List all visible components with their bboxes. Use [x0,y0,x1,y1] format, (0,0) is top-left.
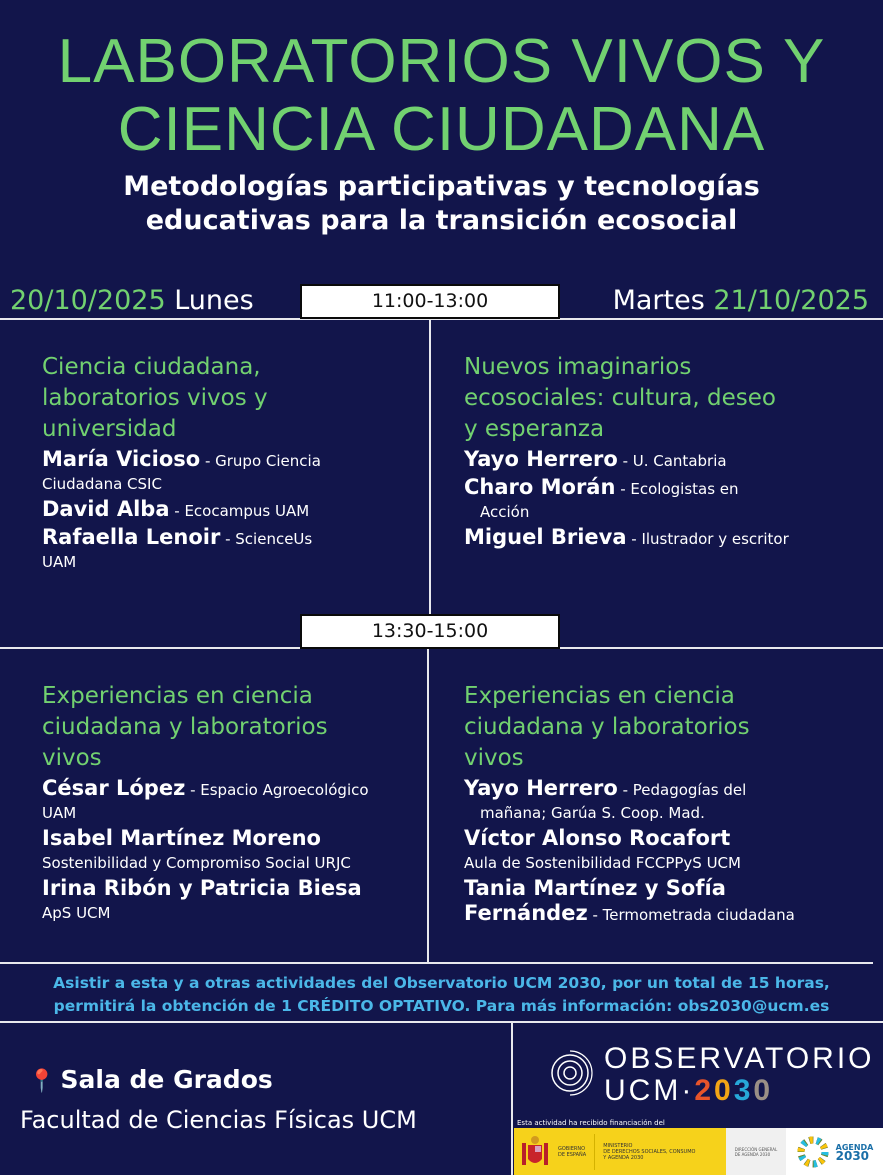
agenda-2030-label: AGENDA 2030 [835,1142,874,1163]
event-title-line2: CIENCIA CIUDADANA [117,95,766,164]
speaker: Miguel Brieva - Ilustrador y escritor [464,525,789,549]
speaker: César López - Espacio Agroecológico UAM [42,776,369,822]
divider-credit-top [0,962,873,964]
speaker: Yayo Herrero - Pedagogías del mañana; Garúa S. Coop. Mad. [464,776,747,822]
time-badge-slot1: 11:00-13:00 [300,284,560,319]
time-badge-slot2: 13:30-15:00 [300,614,560,649]
session-tuesday-afternoon [464,681,864,927]
credit-info: Asistir a esta y a otras actividades del Observatorio UCM 2030, por un total de 15 horas, permitirá la obtención de 1 CRÉDITO OPTATIVO. Para más información: obs2030@ucm.es [53,974,830,1015]
ucm-2030-label: UCM·2030 [604,1074,774,1107]
speaker: Rafaella Lenoir - ScienceUs UAM [42,525,313,571]
coat-of-arms-icon [520,1133,550,1171]
session-tuesday-morning [464,352,864,551]
speaker: Víctor Alonso Rocafort Aula de Sostenibilidad FCCPPyS UCM [464,826,741,872]
agenda-2030-logo [786,1128,883,1175]
speaker: Yayo Herrero - U. Cantabria [464,447,727,471]
direccion-general-logo: DIRECCIÓN GENERAL DE AGENDA 2030 [726,1128,786,1175]
divider-footer [511,1021,513,1175]
gobierno-espana-logo [514,1128,726,1175]
speaker: Tania Martínez y Sofía Fernández - Termometrada ciudadana [464,876,795,925]
day-left-date: 20/10/2025 [10,285,166,316]
event-subtitle-line1: Metodologías participativas y tecnologías [123,171,760,202]
day-left-weekday: Lunes [174,285,254,316]
session-title: Nuevos imaginarios ecosociales: cultura, deseo y esperanza [464,354,776,442]
session-monday-afternoon [42,681,422,924]
event-title-line1: LABORATORIOS VIVOS Y [57,27,826,96]
speaker: Isabel Martínez Moreno Sostenibilidad y Compromiso Social URJC [42,826,351,872]
logo-separator [594,1134,595,1170]
observatorio-label: OBSERVATORIO [604,1042,875,1075]
ministerio-label: MINISTERIO DE DERECHOS SOCIALES, CONSUMO Y AGENDA 2030 [603,1142,696,1161]
divider-credit-bottom [0,1021,883,1023]
divider-v-slot1 [429,318,431,614]
divider-v-slot2 [427,647,429,962]
speaker: Irina Ribón y Patricia Biesa ApS UCM [42,876,362,922]
day-right-weekday: Martes [612,285,705,316]
speaker: María Vicioso - Grupo Ciencia Ciudadana CSIC [42,447,321,493]
concentric-rings-icon [548,1047,604,1103]
gobierno-label: GOBIERNO DE ESPAÑA [558,1145,587,1158]
funding-note: Esta actividad ha recibido financiación del [517,1119,665,1127]
venue-room: 📍 Sala de Grados [28,1065,273,1094]
session-title: Ciencia ciudadana, laboratorios vivos y universidad [42,354,268,442]
day-right-date: 21/10/2025 [713,285,869,316]
funding-logos [514,1128,883,1175]
venue-faculty: Facultad de Ciencias Físicas UCM [20,1106,417,1134]
day-left [10,285,254,317]
session-title: Experiencias en ciencia ciudadana y laboratorios vivos [464,683,750,771]
speaker: Charo Morán - Ecologistas en Acción [464,475,739,521]
speaker: David Alba - Ecocampus UAM [42,497,310,521]
event-subtitle-line2: educativas para la transición ecosocial [145,205,738,236]
day-right [613,285,869,317]
session-monday-morning [42,352,422,573]
map-pin-icon: 📍 [28,1069,56,1094]
sdg-wheel-icon [796,1135,830,1169]
session-title: Experiencias en ciencia ciudadana y laboratorios vivos [42,683,328,771]
